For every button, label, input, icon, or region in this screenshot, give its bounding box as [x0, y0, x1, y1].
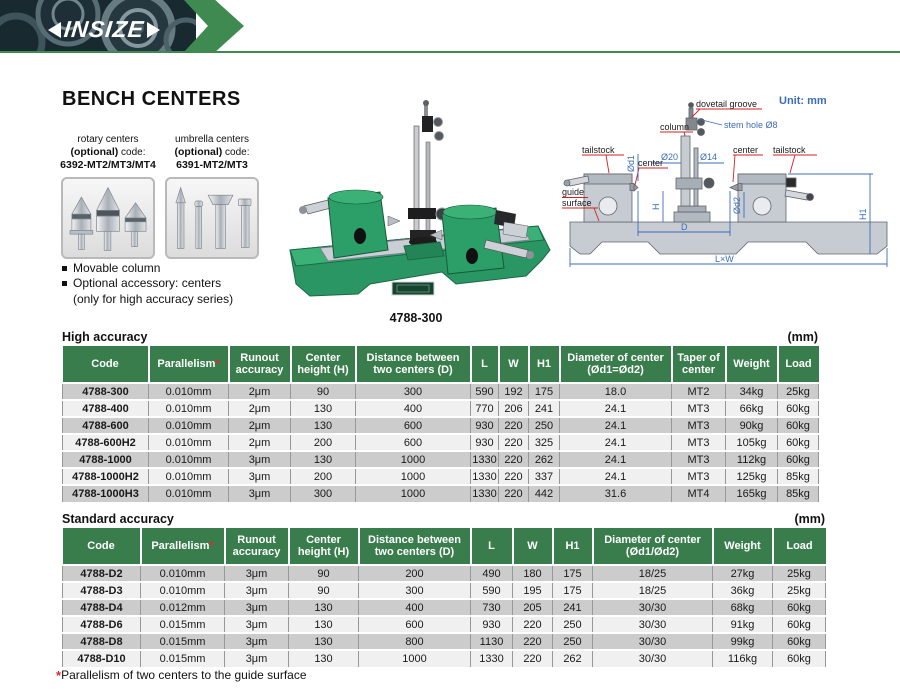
table-cell: 4788-600H2: [63, 434, 149, 451]
table-cell: 250: [529, 417, 560, 434]
table-cell: 490: [471, 565, 513, 582]
accessory-optional: (optional): [174, 146, 223, 159]
umbrella-centers-caption: [162, 134, 262, 173]
table-cell: 4788-D6: [63, 616, 141, 633]
table-cell: 730: [471, 599, 513, 616]
table-cell: 30/30: [593, 650, 713, 667]
table-cell: 24.1: [560, 434, 672, 451]
table-cell: 24.1: [560, 417, 672, 434]
table-cell: 220: [499, 485, 529, 502]
umbrella-centers-image: [165, 177, 259, 259]
table-cell: 300: [356, 383, 471, 400]
table-cell: 3μm: [225, 633, 289, 650]
table-cell: 165kg: [726, 485, 778, 502]
diagram-dim-d14: Ø14: [700, 152, 718, 162]
feature-text: Optional accessory: centers: [73, 276, 222, 291]
table-cell: 3μm: [229, 451, 291, 468]
table-cell: 125kg: [726, 468, 778, 485]
table-cell: 60kg: [778, 434, 819, 451]
table-cell: 262: [553, 650, 593, 667]
table-title: High accuracy: [62, 330, 148, 344]
table-cell: 130: [289, 599, 359, 616]
accessory-optional: (optional): [70, 146, 119, 159]
logo-text: INSIZE: [62, 16, 146, 42]
table-cell: 250: [553, 633, 593, 650]
table-cell: 590: [471, 582, 513, 599]
col-center-height: Center height (H): [291, 346, 356, 383]
table-cell: 60kg: [778, 400, 819, 417]
table-cell: 0.010mm: [149, 417, 229, 434]
table-cell: 30/30: [593, 599, 713, 616]
logo-left-arrow-icon: [48, 22, 61, 38]
table-row: [63, 599, 826, 616]
table-row: [63, 633, 826, 650]
table-cell: 600: [359, 616, 471, 633]
table-cell: 31.6: [560, 485, 672, 502]
col-diameter: Diameter of center (Ød1=Ød2): [560, 346, 672, 383]
standard-accuracy-caption: [62, 512, 825, 526]
table-cell: 800: [359, 633, 471, 650]
table-cell: MT3: [672, 451, 726, 468]
table-cell: 1000: [356, 468, 471, 485]
page-title: BENCH CENTERS: [62, 88, 241, 110]
table-cell: 27kg: [713, 565, 773, 582]
table-cell: 200: [291, 434, 356, 451]
table-cell: 2μm: [229, 383, 291, 400]
table-cell: 130: [289, 633, 359, 650]
diagram-label-surface: surface: [562, 198, 592, 208]
table-cell: 85kg: [778, 485, 819, 502]
table-row: [63, 417, 819, 434]
table-cell: 4788-D8: [63, 633, 141, 650]
table-row: [63, 434, 819, 451]
table-cell: 91kg: [713, 616, 773, 633]
table-cell: 2μm: [229, 417, 291, 434]
col-l: L: [471, 346, 499, 383]
table-cell: 90kg: [726, 417, 778, 434]
table-cell: MT3: [672, 400, 726, 417]
logo-right-arrow-icon: [147, 22, 160, 38]
table-cell: 400: [359, 599, 471, 616]
table-row: [63, 582, 826, 599]
table-cell: 105kg: [726, 434, 778, 451]
table-cell: 200: [291, 468, 356, 485]
col-code: Code: [63, 346, 149, 383]
table-cell: 4788-1000H3: [63, 485, 149, 502]
table-cell: 4788-D3: [63, 582, 141, 599]
diagram-label-tailstock-left: tailstock: [582, 145, 615, 155]
feature-text: Movable column: [73, 261, 161, 275]
technical-diagram: [560, 92, 900, 292]
table-cell: 4788-400: [63, 400, 149, 417]
table-cell: 0.010mm: [149, 468, 229, 485]
table-cell: 300: [291, 485, 356, 502]
accessory-code: 6391-MT2/MT3: [176, 159, 248, 172]
feature-text-continued: (only for high accuracy series): [73, 291, 234, 306]
diagram-dim-od1: Ød1: [626, 154, 636, 172]
diagram-dim-h1: H1: [858, 208, 868, 220]
table-cell: 930: [471, 616, 513, 633]
table-cell: 3μm: [225, 650, 289, 667]
rotary-centers-caption: [58, 134, 158, 173]
col-load: Load: [778, 346, 819, 383]
table-cell: 0.010mm: [149, 383, 229, 400]
col-diameter: Diameter of center (Ød1/Ød2): [593, 528, 713, 565]
feature-item: [62, 276, 282, 291]
table-cell: MT2: [672, 383, 726, 400]
col-parallelism: Parallelism*: [149, 346, 229, 383]
diagram-dim-d: D: [681, 222, 688, 232]
high-accuracy-caption: [62, 330, 818, 344]
table-cell: 60kg: [778, 451, 819, 468]
diagram-label-center-left: center: [638, 158, 664, 168]
umbrella-centers-graphic: [168, 180, 256, 256]
header-rule: [0, 51, 900, 53]
diagram-dim-d20: Ø20: [661, 152, 679, 162]
table-cell: 337: [529, 468, 560, 485]
header-machinery-photo: [0, 0, 196, 52]
col-runout: Runout accuracy: [229, 346, 291, 383]
diagram-dim-lxw: L×W: [715, 254, 734, 264]
rotary-centers-image: [61, 177, 155, 259]
table-header-row: [63, 528, 826, 565]
table-cell: 0.015mm: [141, 616, 225, 633]
table-cell: 175: [553, 565, 593, 582]
table-cell: 220: [499, 417, 529, 434]
table-cell: 262: [529, 451, 560, 468]
diagram-label-guide: guide: [562, 187, 585, 197]
dimension-diagram-graphic: [560, 92, 900, 292]
col-runout: Runout accuracy: [225, 528, 289, 565]
table-row: [63, 383, 819, 400]
table-cell: 60kg: [773, 616, 826, 633]
table-cell: 930: [471, 417, 499, 434]
table-cell: MT3: [672, 434, 726, 451]
name-plate: [392, 282, 434, 295]
table-cell: 1330: [471, 650, 513, 667]
accessory-code: 6392-MT2/MT3/MT4: [60, 159, 156, 172]
feature-item: [62, 261, 282, 276]
table-cell: 0.010mm: [149, 400, 229, 417]
diagram-dim-stem-hole: stem hole Ø8: [724, 120, 778, 130]
table-cell: 180: [513, 565, 553, 582]
table-row: [63, 400, 819, 417]
table-cell: 60kg: [773, 599, 826, 616]
table-header-row: [63, 346, 819, 383]
table-cell: 300: [359, 582, 471, 599]
table-cell: 1330: [471, 468, 499, 485]
table-cell: 68kg: [713, 599, 773, 616]
table-cell: 1000: [359, 650, 471, 667]
col-parallelism: Parallelism*: [141, 528, 225, 565]
col-weight: Weight: [713, 528, 773, 565]
table-cell: 18/25: [593, 565, 713, 582]
table-cell: 0.010mm: [149, 485, 229, 502]
table-cell: 25kg: [773, 565, 826, 582]
table-cell: 0.010mm: [149, 434, 229, 451]
table-cell: 24.1: [560, 468, 672, 485]
table-cell: 3μm: [225, 582, 289, 599]
col-w: W: [499, 346, 529, 383]
high-accuracy-section: [62, 330, 818, 502]
table-cell: 1000: [356, 485, 471, 502]
table-cell: 130: [291, 400, 356, 417]
table-cell: 195: [513, 582, 553, 599]
table-cell: 130: [289, 650, 359, 667]
footnote-text: Parallelism of two centers to the guide surface: [61, 668, 307, 682]
col-h1: H1: [553, 528, 593, 565]
table-cell: 30/30: [593, 633, 713, 650]
bench-center-product-image: [276, 98, 556, 305]
table-cell: 116kg: [713, 650, 773, 667]
table-cell: 600: [356, 434, 471, 451]
table-cell: 130: [291, 417, 356, 434]
bullet-icon: [62, 281, 67, 286]
col-center-height: Center height (H): [289, 528, 359, 565]
table-row: [63, 468, 819, 485]
table-cell: 930: [471, 434, 499, 451]
table-cell: 0.015mm: [141, 650, 225, 667]
table-cell: 1000: [356, 451, 471, 468]
table-cell: 3μm: [225, 565, 289, 582]
table-cell: 2μm: [229, 400, 291, 417]
diagram-label-column: column: [660, 122, 690, 132]
table-cell: 241: [529, 400, 560, 417]
col-distance: Distance between two centers (D): [359, 528, 471, 565]
table-cell: 206: [499, 400, 529, 417]
high-accuracy-table: [62, 346, 819, 502]
table-cell: 0.010mm: [141, 565, 225, 582]
table-cell: 112kg: [726, 451, 778, 468]
table-cell: 130: [289, 616, 359, 633]
table-cell: 220: [513, 650, 553, 667]
umbrella-centers-figure: [162, 134, 262, 259]
diagram-label-dovetail-groove: dovetail groove: [696, 99, 758, 109]
table-cell: 4788-600: [63, 417, 149, 434]
table-cell: 66kg: [726, 400, 778, 417]
bullet-icon: [62, 266, 67, 271]
col-distance: Distance between two centers (D): [356, 346, 471, 383]
col-w: W: [513, 528, 553, 565]
footnote: [56, 668, 307, 683]
table-row: [63, 485, 819, 502]
table-unit: (mm): [794, 512, 825, 526]
table-cell: 200: [359, 565, 471, 582]
table-cell: 4788-1000: [63, 451, 149, 468]
insize-logo: [48, 16, 160, 43]
table-row: [63, 650, 826, 667]
table-cell: 99kg: [713, 633, 773, 650]
table-cell: 0.012mm: [141, 599, 225, 616]
table-cell: 1130: [471, 633, 513, 650]
diagram-label-tailstock-right: tailstock: [773, 145, 806, 155]
table-cell: 85kg: [778, 468, 819, 485]
table-cell: 90: [289, 565, 359, 582]
rotary-centers-graphic: [64, 180, 152, 256]
col-code: Code: [63, 528, 141, 565]
table-row: [63, 451, 819, 468]
table-cell: 30/30: [593, 616, 713, 633]
table-unit: (mm): [787, 330, 818, 344]
table-cell: 3μm: [229, 468, 291, 485]
table-cell: 25kg: [773, 582, 826, 599]
table-cell: 0.010mm: [141, 582, 225, 599]
table-cell: 250: [553, 616, 593, 633]
table-cell: 241: [553, 599, 593, 616]
table-cell: 18/25: [593, 582, 713, 599]
standard-accuracy-table: [62, 528, 826, 667]
table-cell: 1330: [471, 451, 499, 468]
table-cell: 770: [471, 400, 499, 417]
table-row: [63, 616, 826, 633]
table-title: Standard accuracy: [62, 512, 174, 526]
table-cell: 24.1: [560, 451, 672, 468]
accessory-code-label: code:: [222, 147, 250, 159]
table-cell: 2μm: [229, 434, 291, 451]
table-cell: 442: [529, 485, 560, 502]
diagram-label-center-right: center: [733, 145, 759, 155]
table-cell: 3μm: [225, 599, 289, 616]
accessory-code-label: code:: [118, 147, 146, 159]
table-cell: 90: [289, 582, 359, 599]
table-cell: 4788-300: [63, 383, 149, 400]
table-cell: 18.0: [560, 383, 672, 400]
unit-label: Unit: mm: [779, 95, 827, 107]
table-cell: 1330: [471, 485, 499, 502]
table-cell: 60kg: [773, 633, 826, 650]
table-cell: MT3: [672, 468, 726, 485]
table-cell: 4788-D2: [63, 565, 141, 582]
footnote-star: *: [56, 668, 62, 683]
table-cell: 130: [291, 451, 356, 468]
accessory-name: rotary centers: [77, 134, 139, 145]
diagram-dim-h: H: [651, 203, 661, 210]
table-cell: 4788-D10: [63, 650, 141, 667]
table-cell: 0.010mm: [149, 451, 229, 468]
table-cell: 60kg: [773, 650, 826, 667]
col-l: L: [471, 528, 513, 565]
table-cell: 90: [291, 383, 356, 400]
table-cell: MT4: [672, 485, 726, 502]
table-cell: 60kg: [778, 417, 819, 434]
table-cell: 175: [529, 383, 560, 400]
table-cell: 590: [471, 383, 499, 400]
table-row: [63, 565, 826, 582]
table-cell: 25kg: [778, 383, 819, 400]
table-cell: 3μm: [225, 616, 289, 633]
product-figure: [276, 98, 556, 325]
feature-list: [62, 261, 282, 307]
table-cell: 34kg: [726, 383, 778, 400]
col-h1: H1: [529, 346, 560, 383]
table-cell: 4788-1000H2: [63, 468, 149, 485]
diagram-dim-od2: Ød2: [732, 196, 742, 214]
table-cell: 220: [499, 434, 529, 451]
col-weight: Weight: [726, 346, 778, 383]
product-code-label: 4788-300: [389, 311, 443, 325]
table-cell: 3μm: [229, 485, 291, 502]
table-cell: 220: [499, 468, 529, 485]
table-cell: 4788-D4: [63, 599, 141, 616]
table-cell: 600: [356, 417, 471, 434]
table-cell: 175: [553, 582, 593, 599]
table-cell: 220: [513, 616, 553, 633]
table-cell: 220: [499, 451, 529, 468]
col-taper: Taper of center: [672, 346, 726, 383]
table-cell: 325: [529, 434, 560, 451]
table-cell: 0.015mm: [141, 633, 225, 650]
table-cell: 205: [513, 599, 553, 616]
accessory-name: umbrella centers: [175, 134, 249, 145]
table-cell: 400: [356, 400, 471, 417]
table-cell: 24.1: [560, 400, 672, 417]
standard-accuracy-section: [62, 512, 825, 667]
table-cell: 36kg: [713, 582, 773, 599]
table-cell: 220: [513, 633, 553, 650]
rotary-centers-figure: [58, 134, 158, 259]
table-cell: 192: [499, 383, 529, 400]
col-load: Load: [773, 528, 826, 565]
table-cell: MT3: [672, 417, 726, 434]
